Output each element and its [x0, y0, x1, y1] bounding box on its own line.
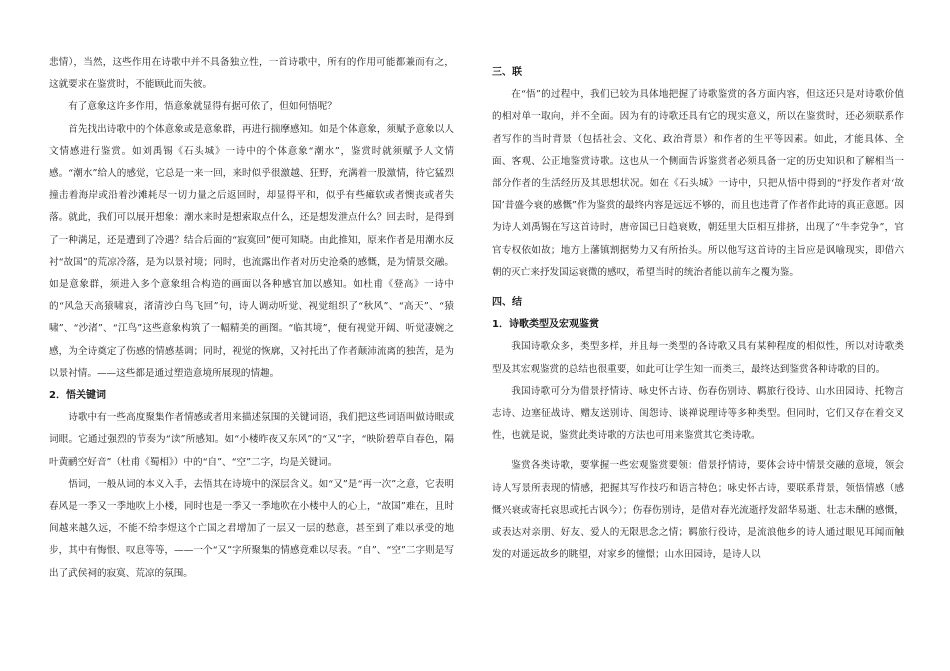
paragraph: 我国诗歌众多，类型多样，并且每一类型的各诗歌又具有某种程度的相似性，所以对诗歌类型及其宏观鉴赏的总结也很重要，如此可让学生知一而类三，最终达到鉴赏各种诗歌的目的。: [492, 341, 904, 375]
paragraph: 诗歌中有一些高度聚集作者情感或者用来描述氛围的关键词语，我们把这些词语叫做诗眼或词眼。它通过强烈的节奏为“读”所感知。如“小楼昨夜又东风”的“又”字，“映阶碧草自春色，隔叶黄鹂空好音”（杜甫《蜀相》）中的“自”、“空”二字，均是关键词。: [49, 412, 454, 468]
paragraph: 悲情），当然，这些作用在诗歌中并不具备独立性，一首诗歌中，所有的作用可能都兼而有之，这就要求在鉴赏时，不能顾此而失彼。: [49, 57, 454, 91]
paragraph: 在“悟”的过程中，我们已较为具体地把握了诗歌鉴赏的各方面内容，但这还只是对诗歌价值的相对单一取向，并不全面。因为有的诗歌还具有它的现实意义，所以在鉴赏时，还必须联系作者写作的当时背景（包括社会、文化、政治背景）和作者的生平等因素。如此，才能具体、全面、客观、公正地鉴赏诗歌。这也从一个侧面告诉鉴赏者必须具备一定的历史知识和了解相当一部分作者的生活经历及其思想状况。如在《石头城》一诗中，只把从悟中得到的“抒发作者对‘故国’昔盛今衰的感慨”作为鉴赏的最终内容是远远不够的，而且也违背了作者作此诗的真正意愿。因为诗人刘禹锡在写这首诗时，唐帝国已日趋衰败，朝廷里大臣相互排挤，出现了“牛李党争”，官官专权依如故；地方上藩镇割据势力又有所抬头。所以他写这首诗的主旨应是讽喻现实，即借六朝的灭亡来抒发国运衰微的感叹，希望当时的统治者能以前车之覆为鉴。: [492, 89, 904, 278]
left-column: [49, 52, 454, 585]
section-heading: 四、结: [492, 297, 522, 309]
paragraph: 悟词，一般从词的本义入手，去悟其在诗境中的深层含义。如“又”是“再一次”之意，它表明春风是一季又一季地吹上小楼，同时也是一季又一季地吹在小楼中人的心上，“故国”难在，且时间越来越久远，不能不给李煜这个亡国之君增加了一层又一层的愁意，甚至到了难以承受的地步，其中有悔恨、叹息等等，——一个“又”字所聚集的情感竟难以尽表。“自”、“空”二字则是写出了武侯祠的寂寞、荒凉的氛围。: [49, 478, 454, 579]
paragraph: 有了意象这许多作用，悟意象就显得有据可依了，但如何悟呢？: [68, 101, 337, 113]
paragraph: 首先找出诗歌中的个体意象或是意象群，再进行揣摩感知。如是个体意象，须赋予意象以人文情感进行鉴赏。如刘禹锡《石头城》一诗中的个体意象“潮水”，鉴赏时就须赋予人文情感。“潮水”给人的感觉，它总是一来一回，来时似乎很激越、狂野，充满着一股激情，待它猛烈撞击着海岸或沿着沙滩耗尽一切力量之后返回时，却显得平和，似乎有些瘫软或者懊丧或者失落。就此，我们可以展开想象：潮水来时是想索取点什么，还是想发泄点什么？回去时，是得到了一种满足，还是遭到了冷遇？结合后面的“寂寞回”便可知晓。由此推知，原来作者是用潮水反衬“故国”的荒凉冷落，是为以景衬境；同时，也流露出作者对历史沧桑的感慨，是为情景交融。如是意象群，须进入多个意象组合构造的画面以各种感官加以感知。如杜甫《登高》一诗中的“风急天高猿啸哀，渚清沙白鸟飞回”句，诗人调动听觉、视觉组织了“秋风”、“高天”、“猿啸”、“沙渚”、“江鸟”这些意象构筑了一幅精美的画图。“临其境”，便有视觉开阔、听觉凄婉之感，为全诗奠定了伤感的情感基调；同时，视觉的恢廓，又衬托出了作者颠沛流离的独苦，是为以景衬情。——这些都是通过塑造意境所展现的情趣。: [49, 123, 454, 379]
section-heading: 2．悟关键词: [49, 390, 106, 402]
paragraph: 鉴赏各类诗歌，要掌握一些宏观鉴赏要领：借景抒情诗，要体会诗中情景交融的意境，领会诗人写景所表现的情感，把握其写作技巧和语言特色；咏史怀古诗，要联系背景，领悟情感（感慨兴衰或寄托哀思或托古讽今）；伤春伤别诗，是借对春光流逝抒发韶华易逝、壮志未酬的感慨，或表达对亲朋、好友、爱人的无限思念之情；羁旅行役诗，是流浪他乡的诗人通过眼见耳闻而触发的对遥远故乡的眺望，对家乡的憧憬；山水田园诗，是诗人以: [492, 460, 904, 561]
right-column: [492, 62, 904, 566]
section-heading: 三、联: [492, 67, 522, 78]
paragraph: 我国诗歌可分为借景抒情诗、咏史怀古诗、伤春伤别诗、羁旅行役诗、山水田园诗、托物言志诗、边塞征战诗、赠友送别诗、闺怨诗、谈禅说理诗等多种类型。但同时，它们又存在着交叉性，也就是说，鉴赏此类诗歌的方法也可用来鉴赏其它类诗歌。: [492, 385, 904, 442]
subsection-heading: 1．诗歌类型及宏观鉴赏: [492, 319, 599, 331]
